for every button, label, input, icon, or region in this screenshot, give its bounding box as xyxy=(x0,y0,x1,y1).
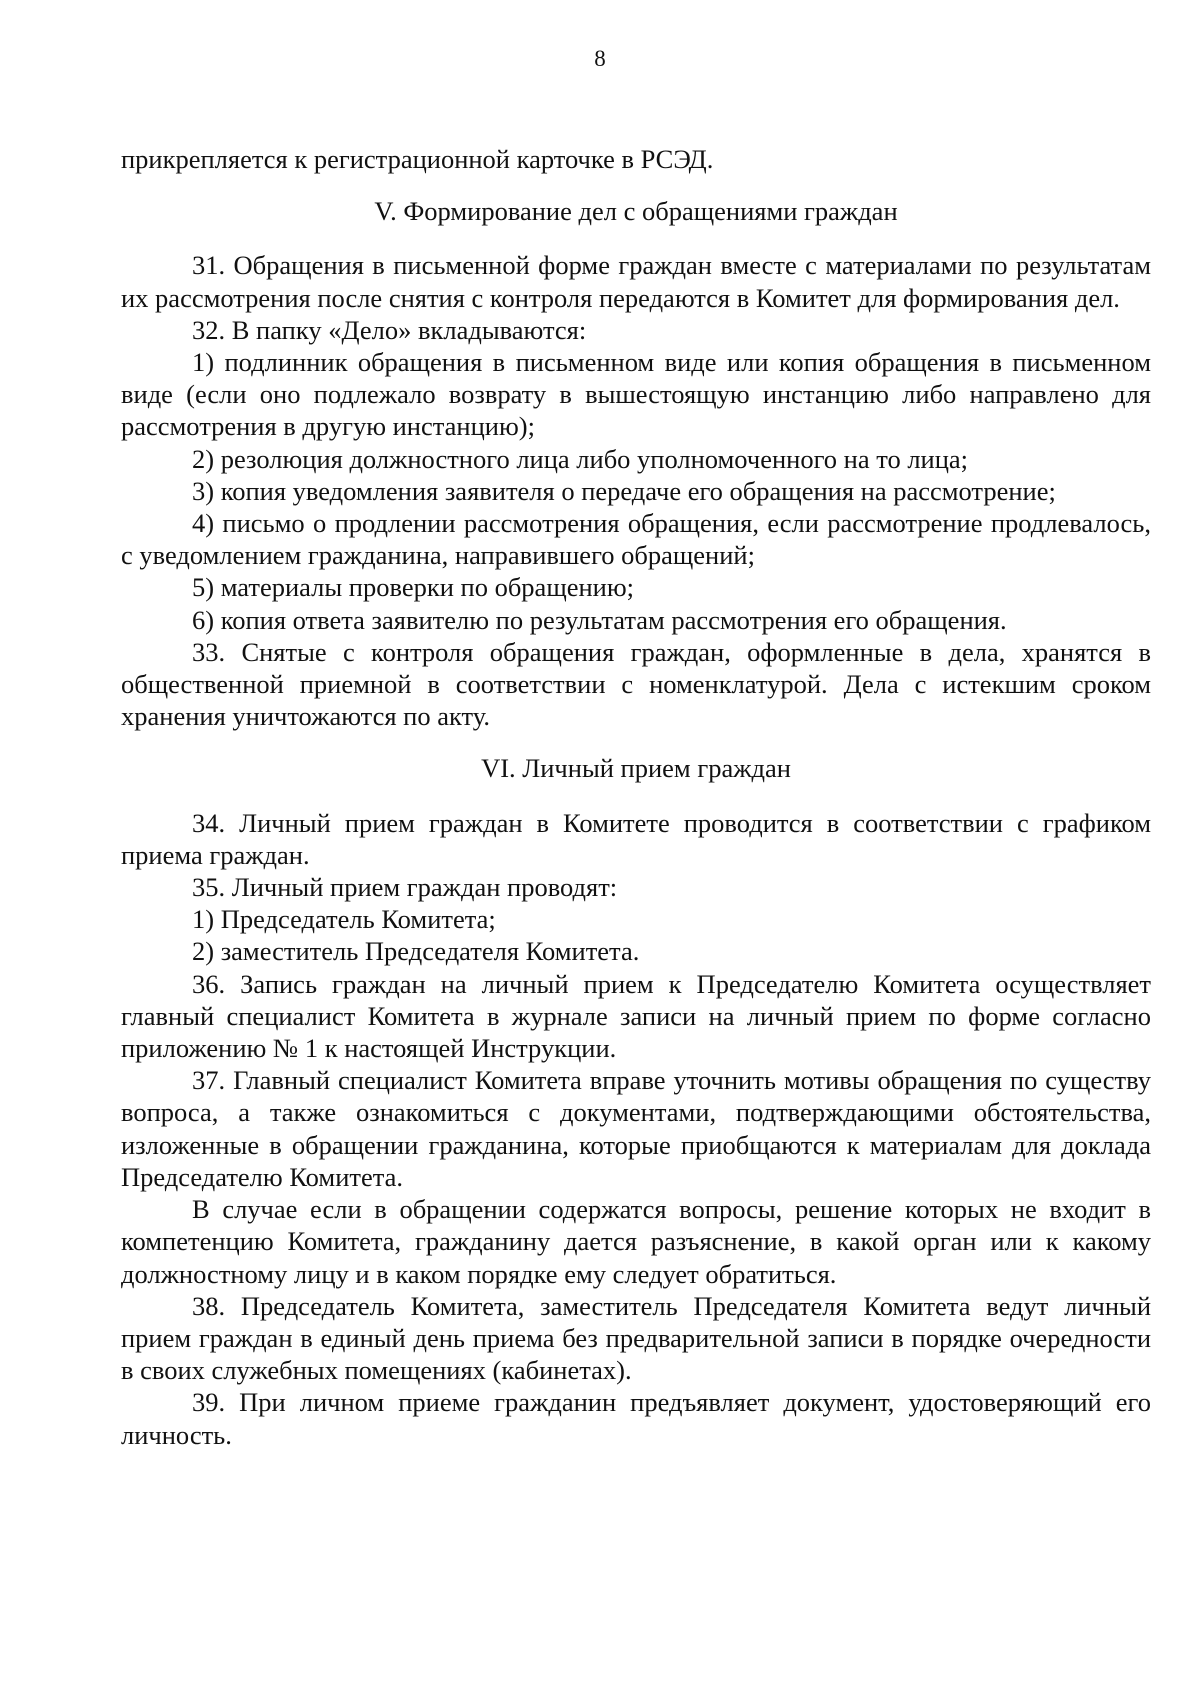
paragraph: 34. Личный прием граждан в Комитете проводится в соответствии с графиком приема граждан. xyxy=(121,807,1151,870)
document-body xyxy=(121,143,1151,1451)
paragraph: В случае если в обращении содержатся вопросы, решение которых не входит в компетенцию Комитета, гражданину дается разъяснение, в какой орган или к какому должностному лицу и в каком порядке ему следует обратиться. xyxy=(121,1194,1151,1289)
paragraph: 39. При личном приеме гражданин предъявляет документ, удостоверяющий его личность. xyxy=(121,1387,1151,1450)
paragraph: 31. Обращения в письменной форме граждан вместе с материалами по результатам их рассмотрения после снятия с контроля передаются в Комитет для формирования дел. xyxy=(121,250,1151,313)
paragraph: 2) заместитель Председателя Комитета. xyxy=(192,936,640,967)
paragraph: 4) письмо о продлении рассмотрения обращения, если рассмотрение продлевалось, с уведомлением гражданина, направившего обращений; xyxy=(121,508,1151,571)
paragraph: 3) копия уведомления заявителя о передаче его обращения на рассмотрение; xyxy=(192,475,1056,506)
section-heading: V. Формирование дел с обращениями граждан xyxy=(374,196,898,227)
paragraph: 6) копия ответа заявителю по результатам рассмотрения его обращения. xyxy=(192,604,1007,635)
paragraph: 35. Личный прием граждан проводят: xyxy=(192,872,618,903)
paragraph: 32. В папку «Дело» вкладываются: xyxy=(192,314,587,345)
paragraph: 5) материалы проверки по обращению; xyxy=(192,572,635,603)
page-number: 8 xyxy=(594,46,606,71)
paragraph: 1) Председатель Комитета; xyxy=(192,904,496,935)
paragraph: 36. Запись граждан на личный прием к Председателю Комитета осуществляет главный специалист Комитета в журнале записи на личный прием по форме согласно приложению № 1 к настоящей Инструкции. xyxy=(121,968,1151,1064)
paragraph: 37. Главный специалист Комитета вправе уточнить мотивы обращения по существу вопроса, а также ознакомиться с документами, подтверждающими обстоятельства, изложенные в обращении гражданина, которые приобщаются к материалам для доклада Председателю Комитета. xyxy=(121,1065,1151,1192)
paragraph: 2) резолюция должностного лица либо уполномоченного на то лица; xyxy=(192,443,969,474)
section-heading: VI. Личный прием граждан xyxy=(481,753,791,784)
paragraph: 33. Снятые с контроля обращения граждан, оформленные в дела, хранятся в общественной приемной в соответствии с номенклатурой. Дела с истекшим сроком хранения уничтожаются по акту. xyxy=(121,636,1151,732)
paragraph: 1) подлинник обращения в письменном виде или копия обращения в письменном виде (если оно подлежало возврату в вышестоящую инстанцию либо направлено для рассмотрения в другую инстанцию); xyxy=(121,347,1151,442)
paragraph: прикрепляется к регистрационной карточке в РСЭД. xyxy=(121,144,714,174)
paragraph: 38. Председатель Комитета, заместитель Председателя Комитета ведут личный прием граждан в единый день приема без предварительной записи в порядке очередности в своих служебных помещениях (кабинетах). xyxy=(121,1290,1151,1386)
